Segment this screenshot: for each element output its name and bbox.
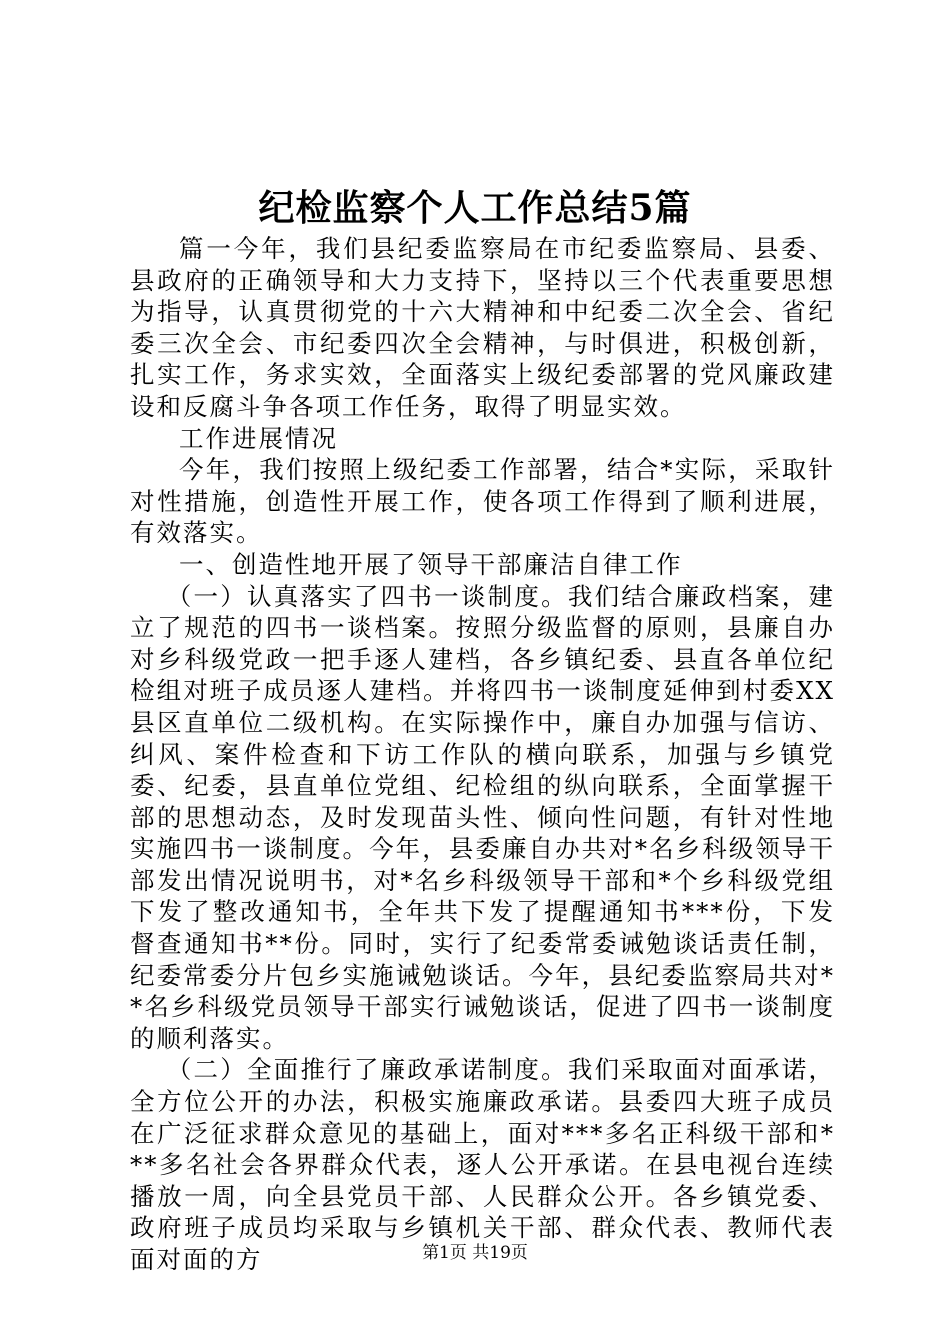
document-body — [130, 233, 835, 1276]
paragraph-progress: 今年，我们按照上级纪委工作部署，结合*实际，采取针对性措施，创造性开展工作，使各项工作得到了顺利进展，有效落实。 — [130, 455, 835, 548]
paragraph-subsection-two: （二）全面推行了廉政承诺制度。我们采取面对面承诺，全方位公开的办法，积极实施廉政承诺。县委四大班子成员在广泛征求群众意见的基础上，面对***多名正科级干部和***多名社会各界群众代表，逐人公开承诺。在县电视台连续播放一周，向全县党员干部、人民群众公开。各乡镇党委、政府班子成员均采取与乡镇机关干部、群众代表、教师代表面对面的方 — [130, 1055, 835, 1274]
document-title: 纪检监察个人工作总结5篇 — [258, 187, 692, 229]
paragraph-subsection-one: （一）认真落实了四书一谈制度。我们结合廉政档案，建立了规范的四书一谈档案。按照分级监督的原则，县廉自办对乡科级党政一把手逐人建档，各乡镇纪委、县直各单位纪检组对班子成员逐人建档。并将四书一谈制度延伸到村委XX县区直单位二级机构。在实际操作中，廉自办加强与信访、纠风、案件检查和下访工作队的横向联系，加强与乡镇党委、纪委，县直单位党组、纪检组的纵向联系，全面掌握干部的思想动态，及时发现苗头性、倾向性问题，有针对性地实施四书一谈制度。今年，县委廉自办共对*名乡科级领导干部发出情况说明书，对*名乡科级领导干部和*个乡科级党组下发了整改通知书，全年共下发了提醒通知书***份，下发督查通知书**份。同时，实行了纪委常委诫勉谈话责任制，纪委常委分片包乡实施诫勉谈话。今年，县纪委监察局共对**名乡科级党员领导干部实行诫勉谈话，促进了四书一谈制度的顺利落实。 — [130, 581, 835, 1053]
paragraph-intro: 篇一今年，我们县纪委监察局在市纪委监察局、县委、县政府的正确领导和大力支持下，坚持以三个代表重要思想为指导，认真贯彻党的十六大精神和中纪委二次全会、省纪委三次全会、市纪委四次全会精神，与时俱进，积极创新，扎实工作，务求实效，全面落实上级纪委部署的党风廉政建设和反腐斗争各项工作任务，取得了明显实效。 — [130, 234, 835, 421]
section-heading-one: 一、创造性地开展了领导干部廉洁自律工作 — [179, 549, 683, 579]
section-heading-progress: 工作进展情况 — [179, 423, 338, 453]
page-number-footer: 第1页 共19页 — [422, 1243, 528, 1263]
